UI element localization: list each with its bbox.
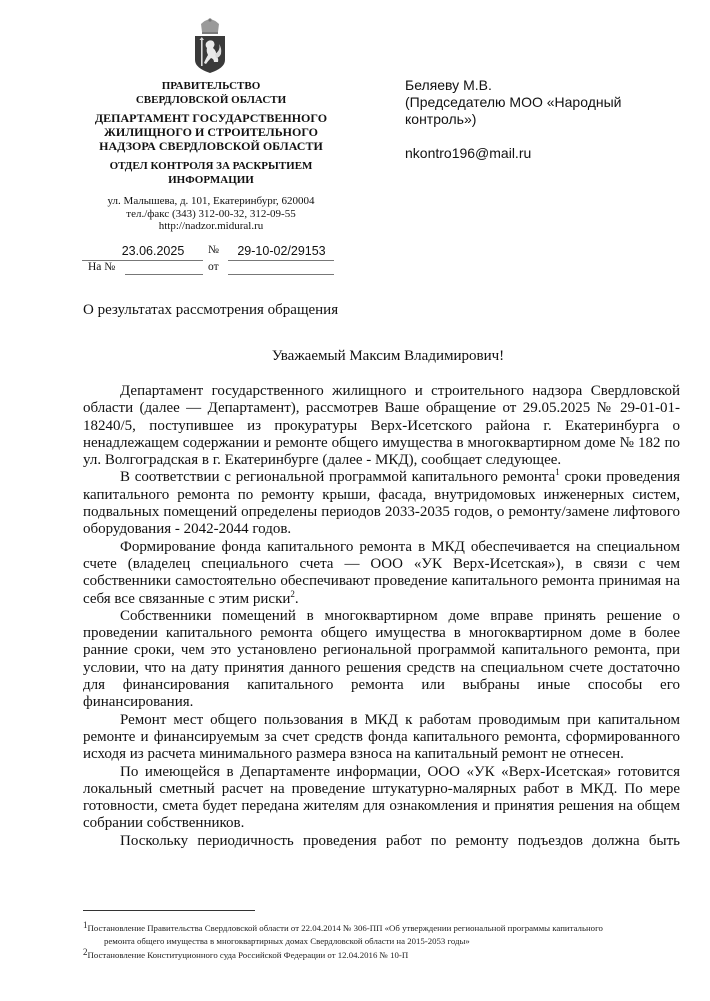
in-reply-underline [125, 274, 203, 275]
department-line: НАДЗОРА СВЕРДЛОВСКОЙ ОБЛАСТИ [99, 139, 323, 153]
paragraph-text: . [294, 590, 299, 607]
body-paragraph: Департамент государственного жилищного и строительного надзора Свердловской области (далее — Департамент), рассмотрев Ваше обращение от 29.05.2025 № 29-01-01-18240/5, поступившее из прокуратуры Верх-Исетского района г. Екатеринбурга о ненадлежащем содержании и ремонте общего имущества в многоквартирном доме № 182 по ул. Волгоградская в г. Екатеринбурге (далее - МКД), сообщает следующее. [83, 383, 680, 469]
contact-block [80, 195, 342, 233]
number-label: № [208, 244, 219, 256]
letter-subject: О результатах рассмотрения обращения [83, 302, 339, 318]
footnote-1 [83, 922, 683, 948]
footnote-separator [83, 910, 255, 911]
body-paragraph: Ремонт мест общего пользования в МКД к работам проводимым при капитальном ремонте и финансируемым за счет средств фонда капитального ремонта, сформированного исходя из расчета минимального размера взноса на капитальный ремонт не отнесен. [83, 711, 680, 763]
footnote-2 [83, 949, 683, 962]
from-label: от [208, 261, 219, 273]
body-paragraph: По имеющейся в Департаменте информации, ООО «УК «Верх-Исетская» готовится локальный сметный расчет на проведение штукатурно-малярных работ в МКД. По мере готовности, смета будет передана жителям для ознакомления и принятия решения на общем собрании собственников. [83, 763, 680, 832]
in-reply-label: На № [88, 261, 116, 273]
footnote-ref[interactable]: 2 [290, 588, 295, 599]
addressee-email[interactable]: nkontro196@mail.ru [405, 145, 532, 161]
paragraph-text: Формирование фонда капитального ремонта в МКД обеспечивается на специальном счете (владелец специального счета — ООО «УК Верх-Исетская»), в связи с чем собственники самостоятельно обеспечивают проведение капитального ремонта принимая на себя все связанные с этим риски [83, 538, 680, 607]
department-line: ДЕПАРТАМЕНТ ГОСУДАРСТВЕННОГО [94, 111, 328, 125]
footnote-text: Постановление Конституционного суда Российской Федерации от 12.04.2016 № 10-П [87, 950, 409, 960]
outgoing-number: 29-10-02/29153 [237, 244, 326, 258]
division-name [80, 160, 342, 187]
footnote-mark: 1 [83, 920, 88, 930]
government-line: СВЕРДЛОВСКОЙ ОБЛАСТИ [135, 93, 287, 106]
department-line: ЖИЛИЩНОГО И СТРОИТЕЛЬНОГО [104, 125, 318, 139]
addressee-position: контроль») [405, 111, 477, 127]
government-line: ПРАВИТЕЛЬСТВО [161, 80, 261, 92]
greeting: Уважаемый Максим Владимирович! [271, 348, 505, 364]
division-line: ОТДЕЛ КОНТРОЛЯ ЗА РАСКРЫТИЕМ [109, 160, 313, 172]
body-paragraph: Собственники помещений в многоквартирном доме вправе принять решение о проведении капитального ремонта общего имущества в многоквартирном доме в более ранние сроки, чем это установлено региональной программой капитального ремонта, при условии, что на дату принятия данного решения средств на специальном счете достаточно для финансирования капитального ремонта или выбраны иные способы его финансирования. [83, 607, 680, 711]
number-underline [228, 260, 334, 261]
department-name [80, 111, 342, 153]
coat-of-arms-icon [191, 18, 229, 74]
body-paragraph [83, 469, 680, 538]
paragraph-text: В соответствии с региональной программой капитального ремонта [120, 469, 556, 486]
outgoing-date: 23.06.2025 [121, 244, 185, 258]
government-name [80, 80, 342, 107]
website-link[interactable]: http://nadzor.midural.ru [158, 220, 264, 232]
addressee-position: (Председателю МОО «Народный [405, 94, 622, 110]
phone-fax: тел./факс (343) 312-00-32, 312-09-55 [126, 207, 296, 220]
footnote-mark: 2 [83, 947, 88, 957]
addressee-block [405, 77, 695, 162]
body-paragraph: Поскольку периодичность проведения работ по ремонту подъездов должна быть [120, 832, 680, 849]
body-paragraph [83, 539, 680, 608]
paragraph-text: сроки проведения капитального ремонта по ремонту крыши, фасада, внутридомовых инженерных систем, подвальных помещений определены периодов 2033-2035 годов, о ремонту/замене лифтового оборудования - 2042-2044 годов. [83, 469, 680, 538]
addressee-name: Беляеву М.В. [405, 77, 492, 93]
letter-body [83, 383, 680, 850]
from-underline [228, 274, 334, 275]
postal-address: ул. Малышева, д. 101, Екатеринбург, 620004 [107, 195, 315, 207]
footnote-text: ремонта общего имущества в многоквартирных домах Свердловской области на 2015-2053 годы» [104, 936, 470, 946]
division-line: ИНФОРМАЦИИ [168, 173, 254, 186]
footnote-text: Постановление Правительства Свердловской области от 22.04.2014 № 306-ПП «Об утверждении региональной программы капитального [87, 923, 603, 933]
footnote-ref[interactable]: 1 [555, 467, 560, 478]
